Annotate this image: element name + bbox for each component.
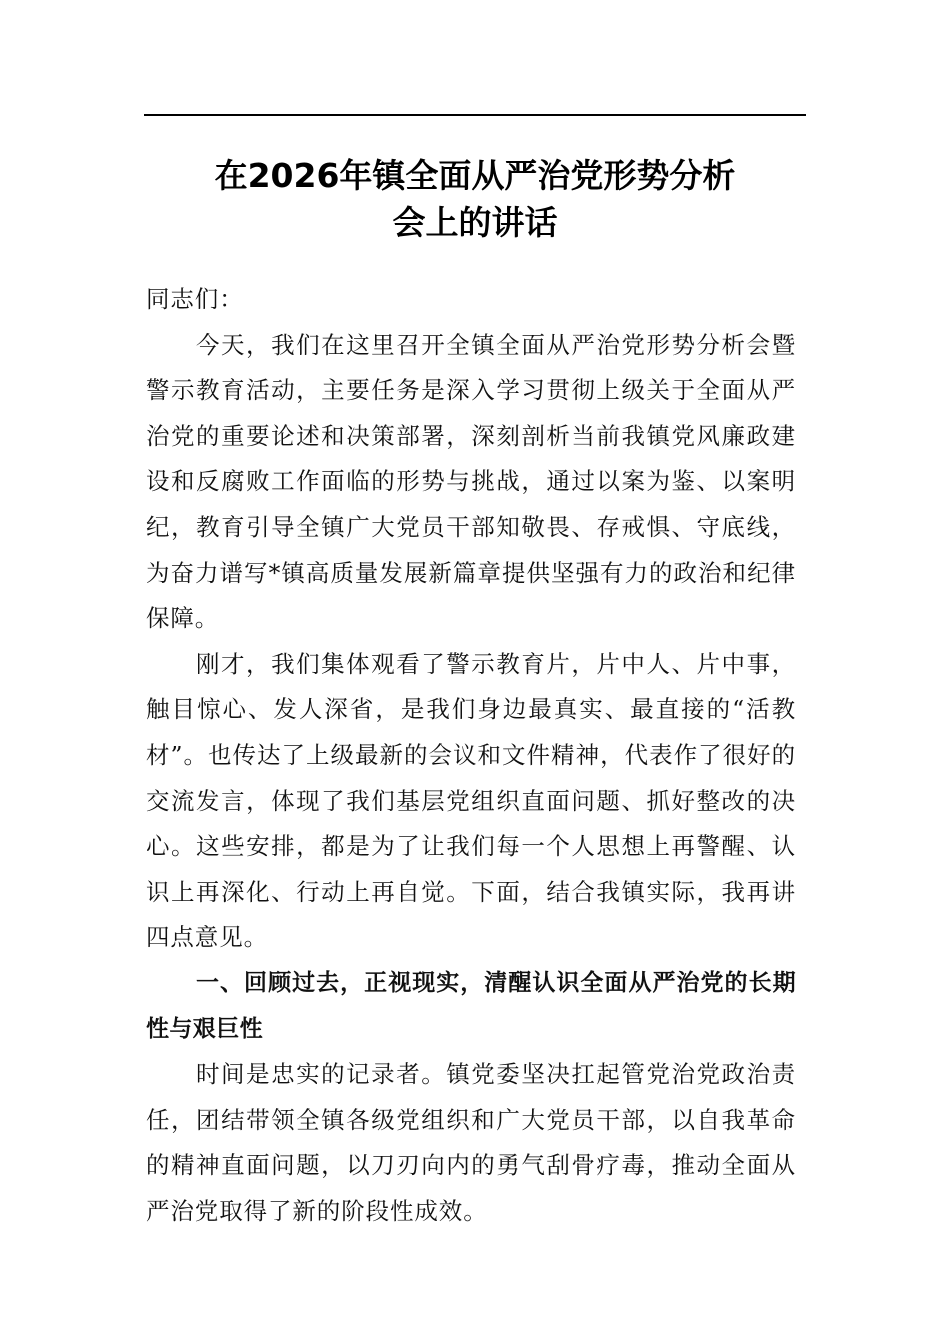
document-title (144, 152, 806, 246)
document-body (146, 277, 796, 1234)
paragraph-review: 刚才，我们集体观看了警示教育片，片中人、片中事，触目惊心、发人深省，是我们身边最真实、最直接的“活教材”。也传达了上级最新的会议和文件精神，代表作了很好的交流发言，体现了我们基层党组织直面问题、抓好整改的决心。这些安排，都是为了让我们每一个人思想上再警醒、认识上再深化、行动上再自觉。下面，结合我镇实际，我再讲四点意见。 (146, 649, 796, 952)
section-1-paragraph: 时间是忠实的记录者。镇党委坚决扛起管党治党政治责任，团结带领全镇各级党组织和广大党员干部，以自我革命的精神直面问题，以刀刃向内的勇气刮骨疗毒，推动全面从严治党取得了新的阶段性成效。 (146, 1060, 796, 1225)
header-rule (144, 114, 806, 116)
salutation: 同志们： (146, 285, 244, 313)
section-heading-1: 一、回顾过去，正视现实，清醒认识全面从严治党的长期性与艰巨性 (146, 969, 796, 1042)
title-line-1: 在2026年镇全面从严治党形势分析 (214, 156, 736, 195)
paragraph-opening: 今天，我们在这里召开全镇全面从严治党形势分析会暨警示教育活动，主要任务是深入学习贯彻上级关于全面从严治党的重要论述和决策部署，深刻剖析当前我镇党风廉政建设和反腐败工作面临的形势与挑战，通过以案为鉴、以案明纪，教育引导全镇广大党员干部知敬畏、存戒惧、守底线，为奋力谱写*镇高质量发展新篇章提供坚强有力的政治和纪律保障。 (146, 330, 796, 633)
title-line-2: 会上的讲话 (392, 203, 558, 242)
